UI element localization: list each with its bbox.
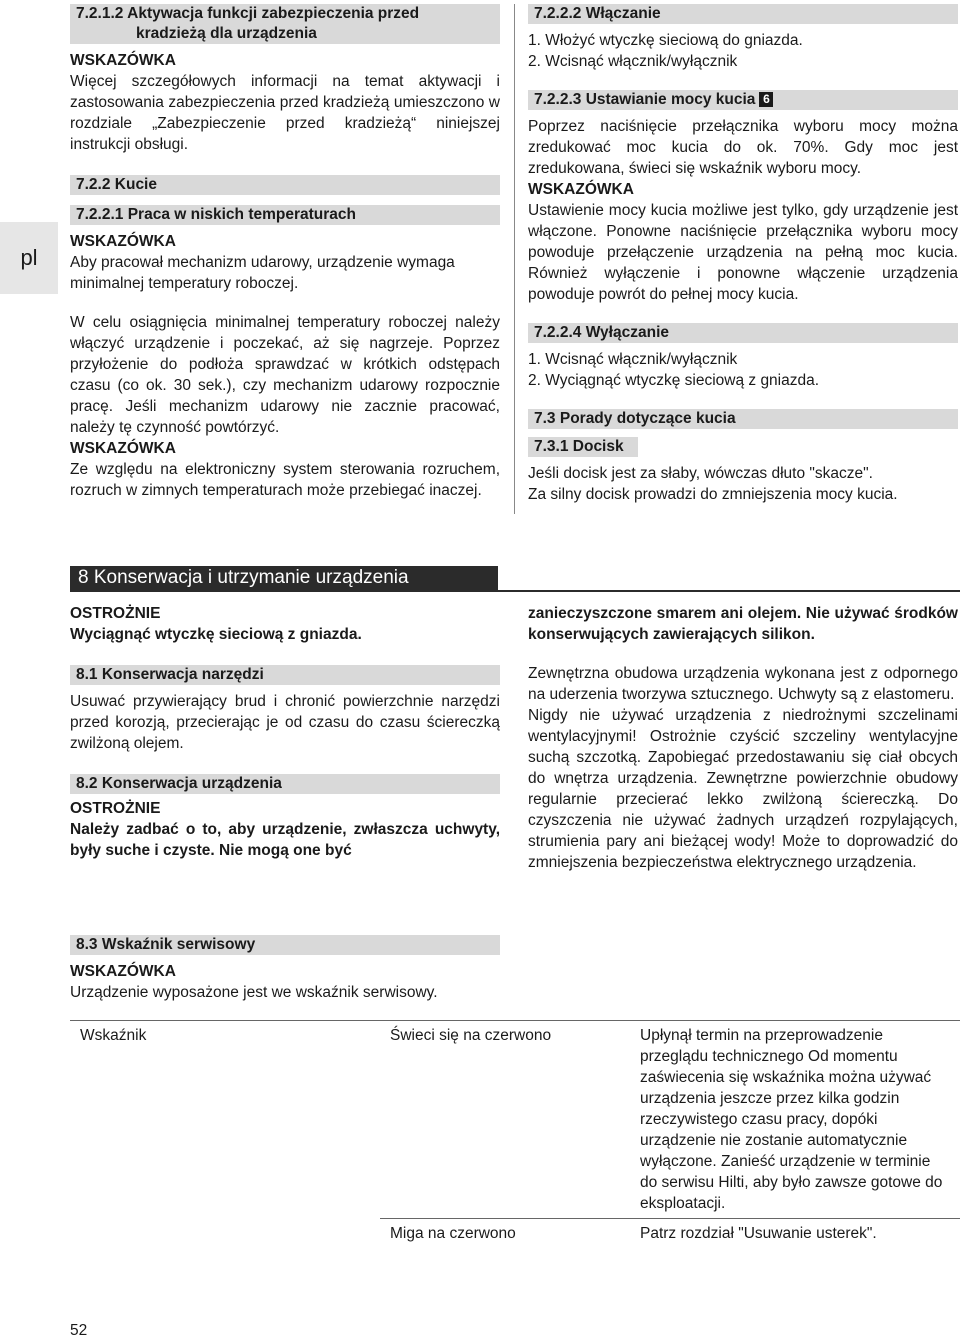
heading-7222: 7.2.2.2 Włączanie <box>528 4 958 24</box>
table-cell <box>70 1219 380 1249</box>
paragraph: Nigdy nie używać urządzenia z niedrożnymi szczelinami wentylacyjnymi! Ostrożnie czyścić szczeliny wentylacyjne suchą szczotką. Zapobiegać przedostawaniu się ciał obcych do wnętrza urządzenia. Zewnętrzne powierzchnie obudowy regularnie przecierać lekko zwilżoną ściereczką. Do czyszczenia nie używać żadnych urządzeń rozpylających, strumienia pary ani bieżącej wody! Może to doprowadzić do zmniejszenia bezpieczeństwa elektrycznego urządzenia. <box>528 707 958 871</box>
table-cell: Upłynął termin na przeprowadzenie przeglądu technicznego Od momentu zaświecenia się wskaźnika można używać urządzenia jeszcze przez kilka godzin rzeczywistego czasu pracy, dopóki urządzenie nie zostanie automatycznie wyłączone. Zanieść urządzenie w terminie do serwisu Hilti, aby było zawsze gotowe do eksploatacji. <box>630 1021 960 1219</box>
note-text: Urządzenie wyposażone jest we wskaźnik serwisowy. <box>70 984 438 1001</box>
list-item: 2. Wcisnąć włącznik/wyłącznik <box>528 53 738 70</box>
heading-82: 8.2 Konserwacja urządzenia <box>70 774 500 794</box>
paragraph: Usuwać przywierający brud i chronić powierzchnie narzędzi przed korozją, przecierając je od czasu do czasu ściereczką zwilżoną olejem. <box>70 693 500 752</box>
heading-7223 <box>528 90 958 110</box>
page-number: 52 <box>70 1322 88 1339</box>
paragraph: W celu osiągnięcia minimalnej temperatury roboczej należy włączyć urządzenie i poczekać, aż się nagrzeje. Poprzez przyłożenie do podłoża sprawdzać w krótkich odstępach czasu (co ok. 30 sek.), czy mechanizm udarowy rozpocznie pracę. Jeśli mechanizm udarowy nie zacznie pracować, należy tę czynność powtórzyć. <box>70 314 500 436</box>
section-83 <box>70 935 500 1003</box>
caution-label: OSTROŻNIE <box>70 800 161 817</box>
table-row <box>70 1021 960 1219</box>
list-item: 1. Wcisnąć włącznik/wyłącznik <box>528 351 738 368</box>
table-cell: Miga na czerwono <box>380 1219 630 1249</box>
table-row <box>70 1219 960 1249</box>
caution-label: OSTROŻNIE <box>70 605 161 622</box>
section-8-right <box>528 603 958 873</box>
section-8-title: 8 Konserwacja i utrzymanie urządzenia <box>70 566 498 590</box>
note-text: Ze względu na elektroniczny system sterowania rozruchem, rozruch w zimnych temperaturach może przebiegać inaczej. <box>70 461 500 499</box>
caution-continued: zanieczyszczone smarem ani olejem. Nie używać środków konserwujących zawierających silikon. <box>528 605 958 643</box>
section-8-rule <box>70 590 960 592</box>
heading-7221: 7.2.2.1 Praca w niskich temperaturach <box>70 205 500 225</box>
note-label: WSKAZÓWKA <box>70 440 176 457</box>
note-text: Aby pracował mechanizm udarowy, urządzenie wymaga minimalnej temperatury roboczej. <box>70 254 455 292</box>
left-column <box>70 4 500 501</box>
note-label: WSKAZÓWKA <box>70 963 176 980</box>
service-indicator-table <box>70 1020 960 1248</box>
note-label: WSKAZÓWKA <box>70 52 176 69</box>
caution-text: Należy zadbać o to, aby urządzenie, zwłaszcza uchwyty, były suche i czyste. Nie mogą one być <box>70 821 500 859</box>
note-label: WSKAZÓWKA <box>70 233 176 250</box>
note-label: WSKAZÓWKA <box>528 181 634 198</box>
list-item: 2. Wyciągnąć wtyczkę sieciową z gniazda. <box>528 372 820 389</box>
list-item: 1. Włożyć wtyczkę sieciową do gniazda. <box>528 32 803 49</box>
paragraph: Poprzez naciśnięcie przełącznika wyboru mocy można zredukować moc kucia do ok. 70%. Gdy moc jest zredukowana, świeci się wskaźnik wyboru mocy. <box>528 118 958 177</box>
heading-722: 7.2.2 Kucie <box>70 175 500 195</box>
heading-81: 8.1 Konserwacja narzędzi <box>70 665 500 685</box>
heading-7212-line2: kradzieżą dla urządzenia <box>136 25 317 42</box>
paragraph: Jeśli docisk jest za słaby, wówczas dłuto "skacze". <box>528 465 873 482</box>
heading-7212 <box>70 4 500 44</box>
note-text: Więcej szczegółowych informacji na temat aktywacji i zastosowania zabezpieczenia przed kradzieżą umieszczono w rozdziale „Zabezpieczenie przed kradzieżą“ niniejszej instrukcji obsługi. <box>70 73 500 153</box>
caution-text: Wyciągnąć wtyczkę sieciową z gniazda. <box>70 626 362 643</box>
column-divider <box>514 4 515 514</box>
heading-73: 7.3 Porady dotyczące kucia <box>528 409 958 429</box>
paragraph: Za silny docisk prowadzi do zmniejszenia mocy kucia. <box>528 486 898 503</box>
language-tab: pl <box>0 222 58 294</box>
note-text: Ustawienie mocy kucia możliwe jest tylko, gdy urządzenie jest włączone. Ponowne naciśnięcie przełącznika wyboru mocy powoduje przełączenie urządzenia na pełną moc kucia. Również wyłączenie i ponowne włączenie urządzenia powoduje powrót do pełnej mocy kucia. <box>528 202 958 303</box>
table-cell: Patrz rozdział "Usuwanie usterek". <box>630 1219 960 1249</box>
table-cell: Wskaźnik <box>70 1021 380 1219</box>
section-8-left <box>70 603 500 861</box>
paragraph: Zewnętrzna obudowa urządzenia wykonana jest z odpornego na uderzenia tworzywa sztucznego. Uchwyty są z elastomeru. <box>528 665 958 703</box>
table-cell: Świeci się na czerwono <box>380 1021 630 1219</box>
right-column <box>528 4 958 505</box>
heading-731: 7.3.1 Docisk <box>528 437 638 457</box>
figure-ref-icon: 6 <box>759 92 773 107</box>
heading-7223-text: 7.2.2.3 Ustawianie mocy kucia <box>534 91 756 108</box>
heading-7224: 7.2.2.4 Wyłączanie <box>528 323 958 343</box>
heading-83: 8.3 Wskaźnik serwisowy <box>70 935 500 955</box>
heading-7212-line1: 7.2.1.2 Aktywacja funkcji zabezpieczenia przed <box>76 5 420 22</box>
